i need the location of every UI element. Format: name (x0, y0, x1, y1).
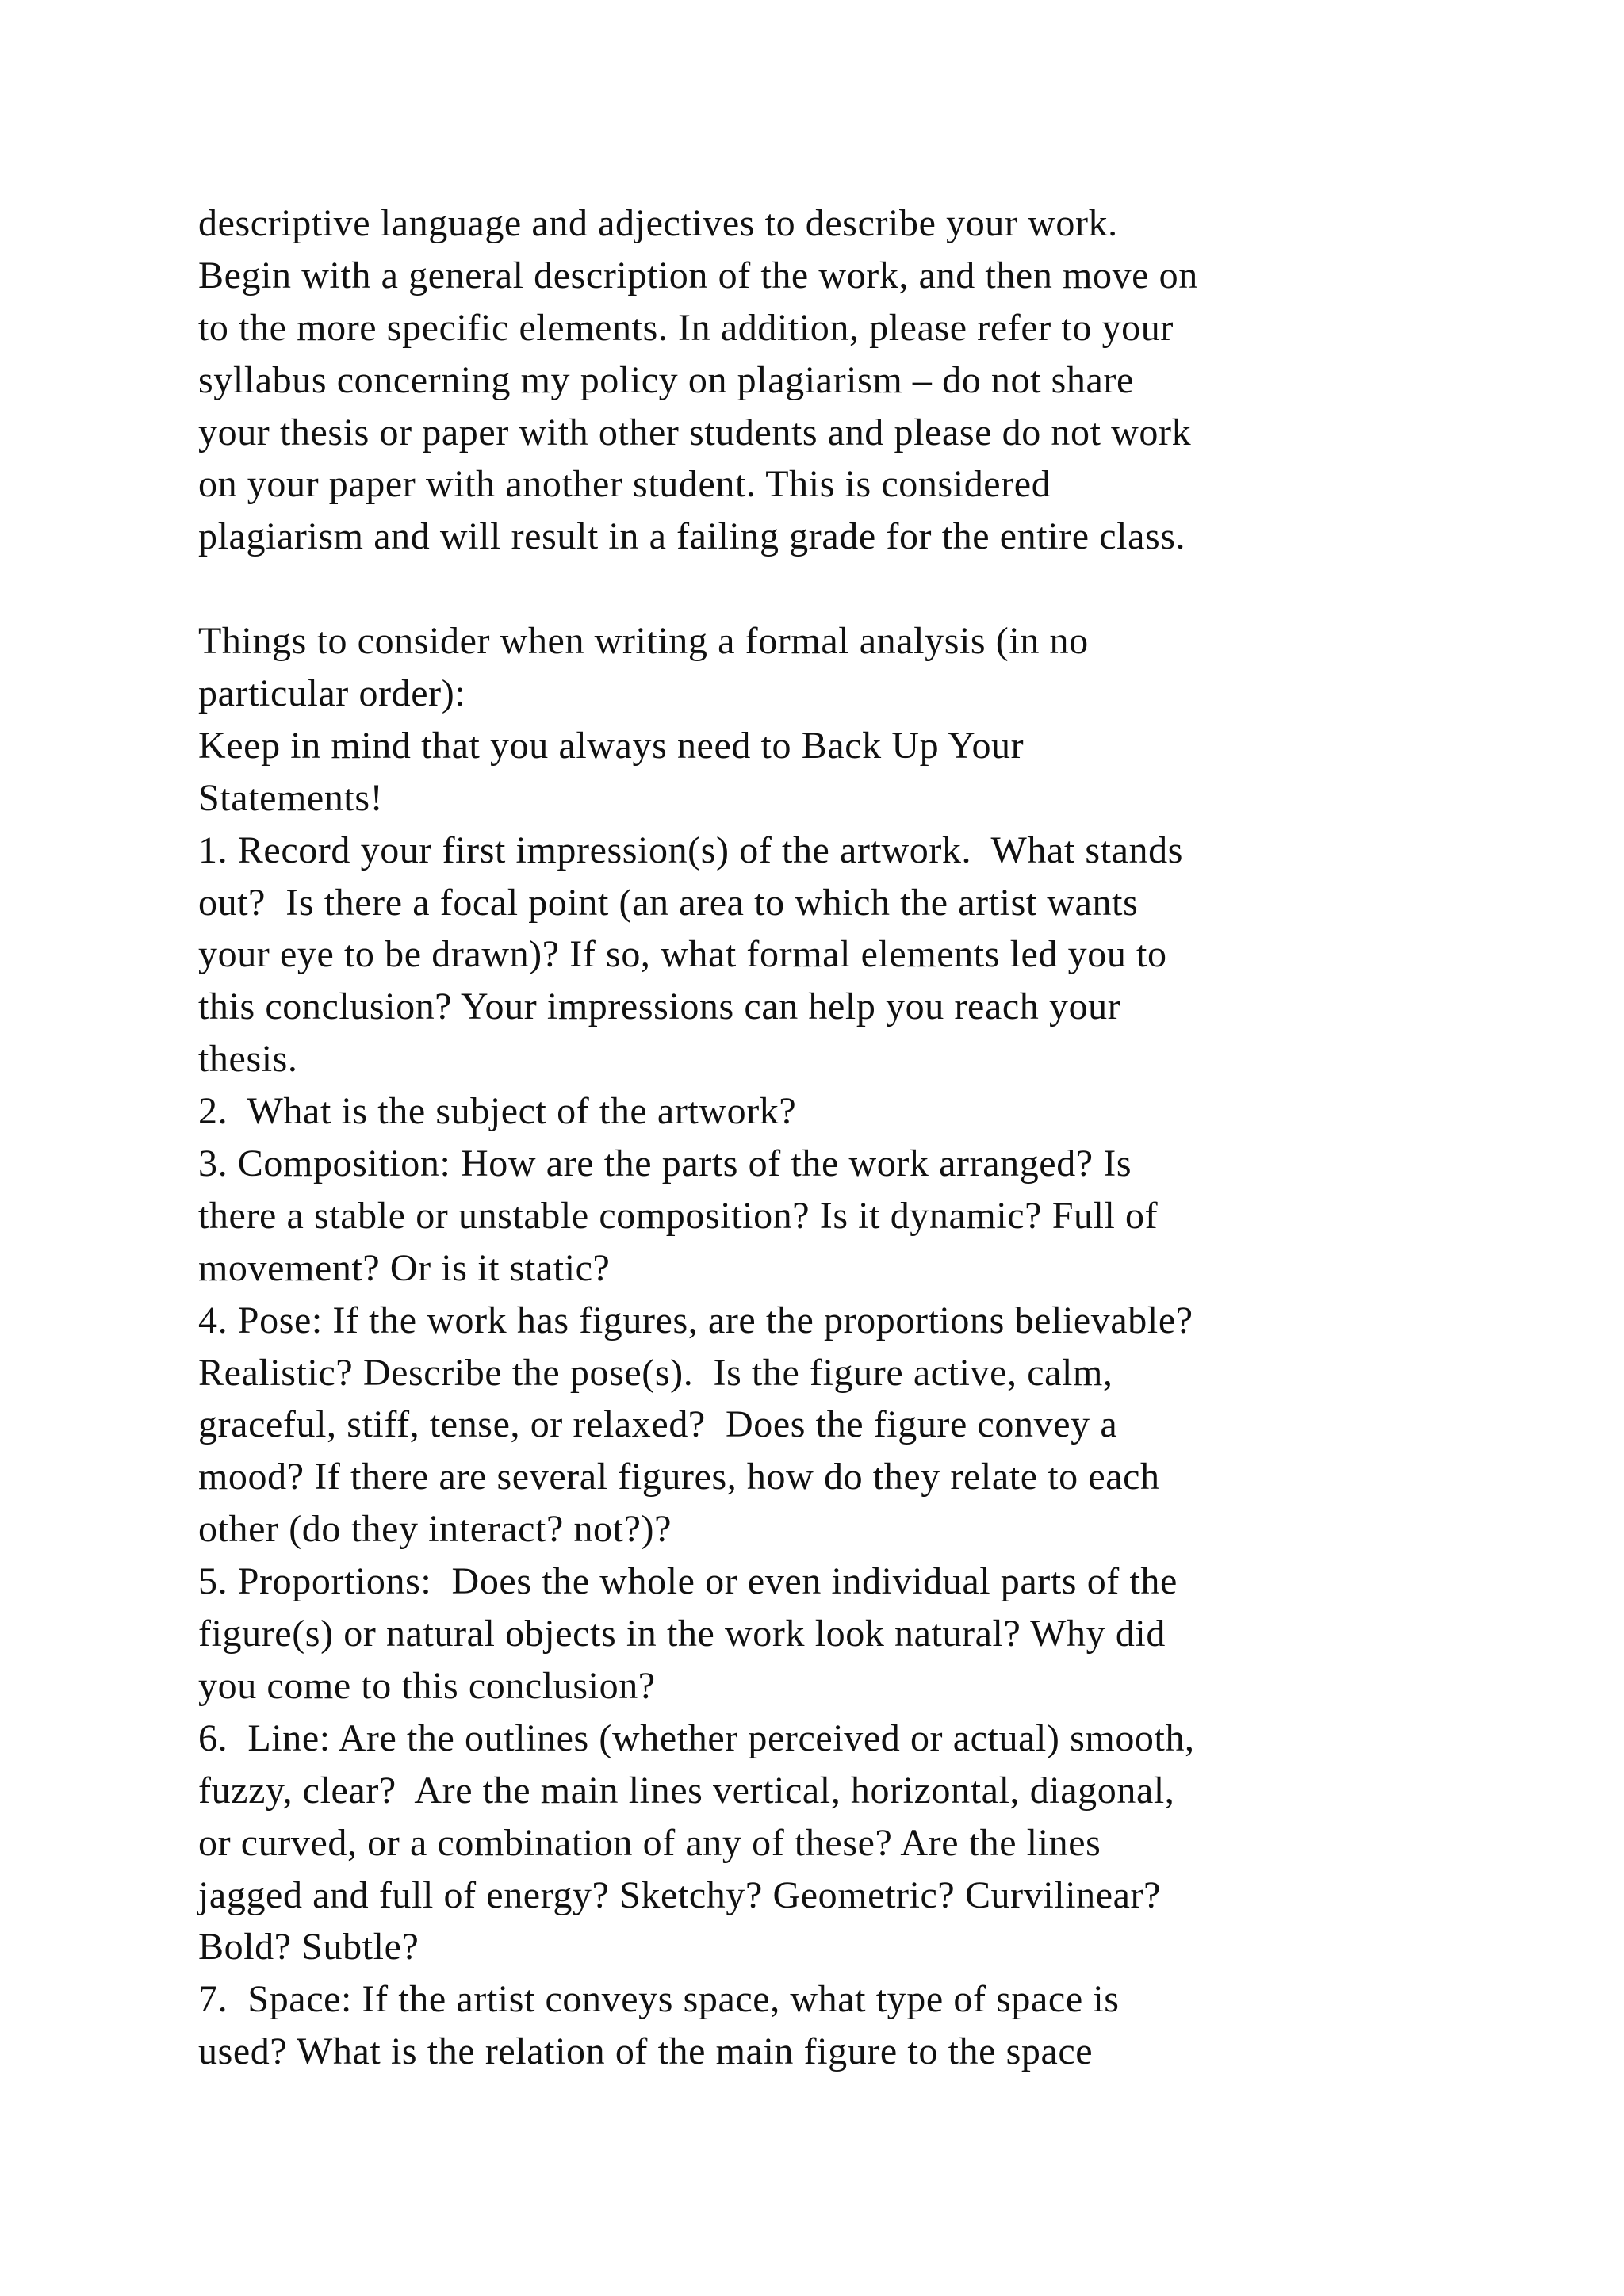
document-body (198, 197, 1546, 2078)
text-line: on your paper with another student. This is considered (198, 463, 1051, 506)
text-line: this conclusion? Your impressions can help you reach your (198, 985, 1121, 1028)
text-line: 7. Space: If the artist conveys space, what type of space is (198, 1978, 1120, 2021)
text-line: mood? If there are several figures, how do they relate to each (198, 1456, 1160, 1498)
text-line: Statements! (198, 776, 384, 819)
text-line: figure(s) or natural objects in the work look natural? Why did (198, 1613, 1166, 1655)
text-line: 3. Composition: How are the parts of the work arranged? Is (198, 1142, 1132, 1185)
text-line: Begin with a general description of the work, and then move on (198, 254, 1198, 297)
text-line: particular order): (198, 672, 466, 715)
text-line: jagged and full of energy? Sketchy? Geometric? Curvilinear? (198, 1873, 1162, 1916)
text-line: to the more specific elements. In addition, please refer to your (198, 306, 1174, 349)
text-line: movement? Or is it static? (198, 1246, 611, 1289)
text-line: plagiarism and will result in a failing grade for the entire class. (198, 515, 1186, 558)
text-line: syllabus concerning my policy on plagiarism – do not share (198, 358, 1134, 401)
text-line: Bold? Subtle? (198, 1926, 419, 1969)
text-line: used? What is the relation of the main figure to the space (198, 2030, 1094, 2073)
text-line: your thesis or paper with other students and please do not work (198, 411, 1192, 453)
text-line: 6. Line: Are the outlines (whether perceived or actual) smooth, (198, 1716, 1195, 1759)
text-line: fuzzy, clear? Are the main lines vertical, horizontal, diagonal, (198, 1769, 1175, 1812)
text-line: Keep in mind that you always need to Back Up Your (198, 724, 1025, 767)
text-line: out? Is there a focal point (an area to which the artist wants (198, 881, 1139, 924)
text-line: 2. What is the subject of the artwork? (198, 1090, 797, 1133)
text-line: graceful, stiff, tense, or relaxed? Does the figure convey a (198, 1403, 1118, 1446)
text-line: or curved, or a combination of any of these? Are the lines (198, 1821, 1101, 1864)
text-line: there a stable or unstable composition? Is it dynamic? Full of (198, 1194, 1159, 1237)
text-line: 5. Proportions: Does the whole or even individual parts of the (198, 1560, 1178, 1603)
text-line: Realistic? Describe the pose(s). Is the figure active, calm, (198, 1351, 1113, 1394)
text-line: thesis. (198, 1038, 298, 1081)
text-line: your eye to be drawn)? If so, what formal elements led you to (198, 933, 1167, 976)
text-line: 1. Record your first impression(s) of the artwork. What stands (198, 828, 1183, 871)
text-line: Things to consider when writing a formal analysis (in no (198, 620, 1089, 663)
text-line: descriptive language and adjectives to describe your work. (198, 202, 1118, 244)
text-line: other (do they interact? not?)? (198, 1508, 672, 1551)
text-line: you come to this conclusion? (198, 1664, 656, 1707)
text-line: 4. Pose: If the work has figures, are the proportions believable? (198, 1299, 1193, 1341)
blank-line (198, 563, 1546, 615)
